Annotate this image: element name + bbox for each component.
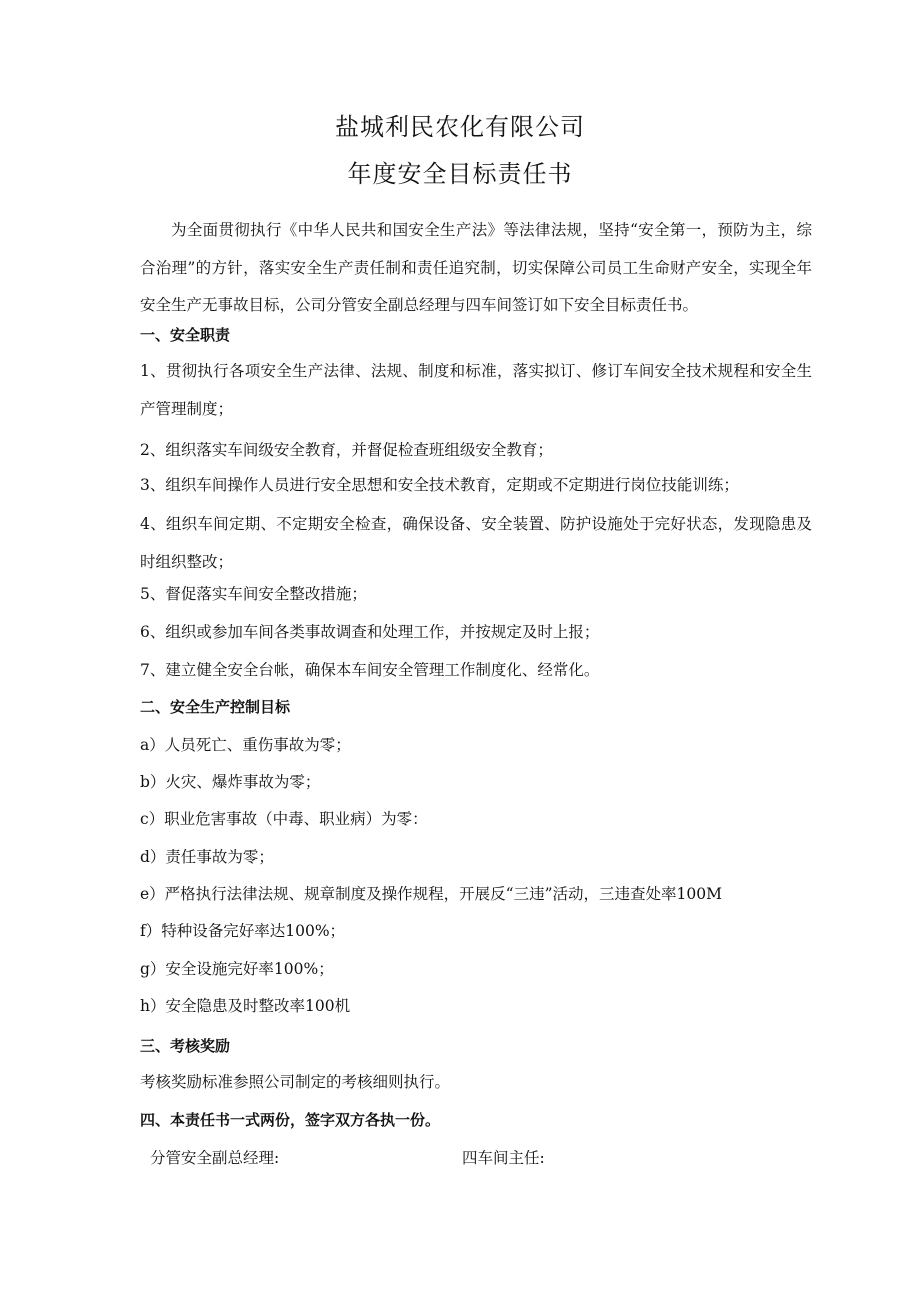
section-heading-copies: 四、本责任书一式两份，签字双方各执一份。: [140, 1111, 441, 1129]
signature-right-label: 四车间主任:: [462, 1149, 545, 1167]
section-heading-assessment: 三、考核奖励: [140, 1037, 231, 1055]
list-item: 2、组织落实车间级安全教育，并督促检查班组级安全教育；: [140, 441, 553, 459]
list-item: d）责任事故为零；: [140, 848, 274, 866]
list-item: e）严格执行法律法规、规章制度及操作规程，开展反“三违”活动，三违查处率100M: [140, 885, 722, 903]
list-item: 3、组织车间操作人员进行安全思想和安全技术教育，定期或不定期进行岗位技能训练；: [140, 476, 739, 494]
list-item: 4、组织车间定期、不定期安全检查，确保设备、安全装置、防护设施处于完好状态，发现隐患及时组织整改；: [140, 515, 812, 571]
list-item: 6、组织或参加车间各类事故调查和处理工作，并按规定及时上报；: [140, 623, 600, 641]
signature-left-label: 分管安全副总经理:: [150, 1149, 280, 1167]
list-item: 7、建立健全安全台帐，确保本车间安全管理工作制度化、经常化。: [140, 661, 600, 679]
list-item: 5、督促落实车间安全整改措施；: [140, 585, 367, 603]
assessment-text: 考核奖励标准参照公司制定的考核细则执行。: [140, 1073, 451, 1091]
list-item: c）职业危害事故（中毒、职业病）为零：: [140, 810, 428, 828]
company-name: 盐城利民农化有限公司: [335, 113, 585, 141]
list-item: b）火灾、爆炸事故为零；: [140, 773, 321, 791]
section-heading-responsibilities: 一、安全职责: [140, 326, 231, 344]
list-item: 1、贯彻执行各项安全生产法律、法规、制度和标准，落实拟订、修订车间安全技术规程和安全生产管理制度；: [140, 362, 812, 418]
document-title: 年度安全目标责任书: [347, 160, 573, 188]
list-item: g）安全设施完好率100%；: [140, 960, 334, 978]
section-heading-targets: 二、安全生产控制目标: [140, 698, 291, 716]
intro-paragraph: 为全面贯彻执行《中华人民共和国安全生产法》等法律法规，坚持“安全第一，预防为主，综合治理”的方针，落实安全生产责任制和责任追究制，切实保障公司员工生命财产安全，实现全年安全生产无事故目标，公司分管安全副总经理与四车间签订如下安全目标责任书。: [140, 221, 812, 314]
list-item: f）特种设备完好率达100%；: [140, 922, 346, 940]
list-item: h）安全隐患及时整改率100机: [140, 997, 351, 1015]
list-item: a）人员死亡、重伤事故为零；: [140, 736, 351, 754]
